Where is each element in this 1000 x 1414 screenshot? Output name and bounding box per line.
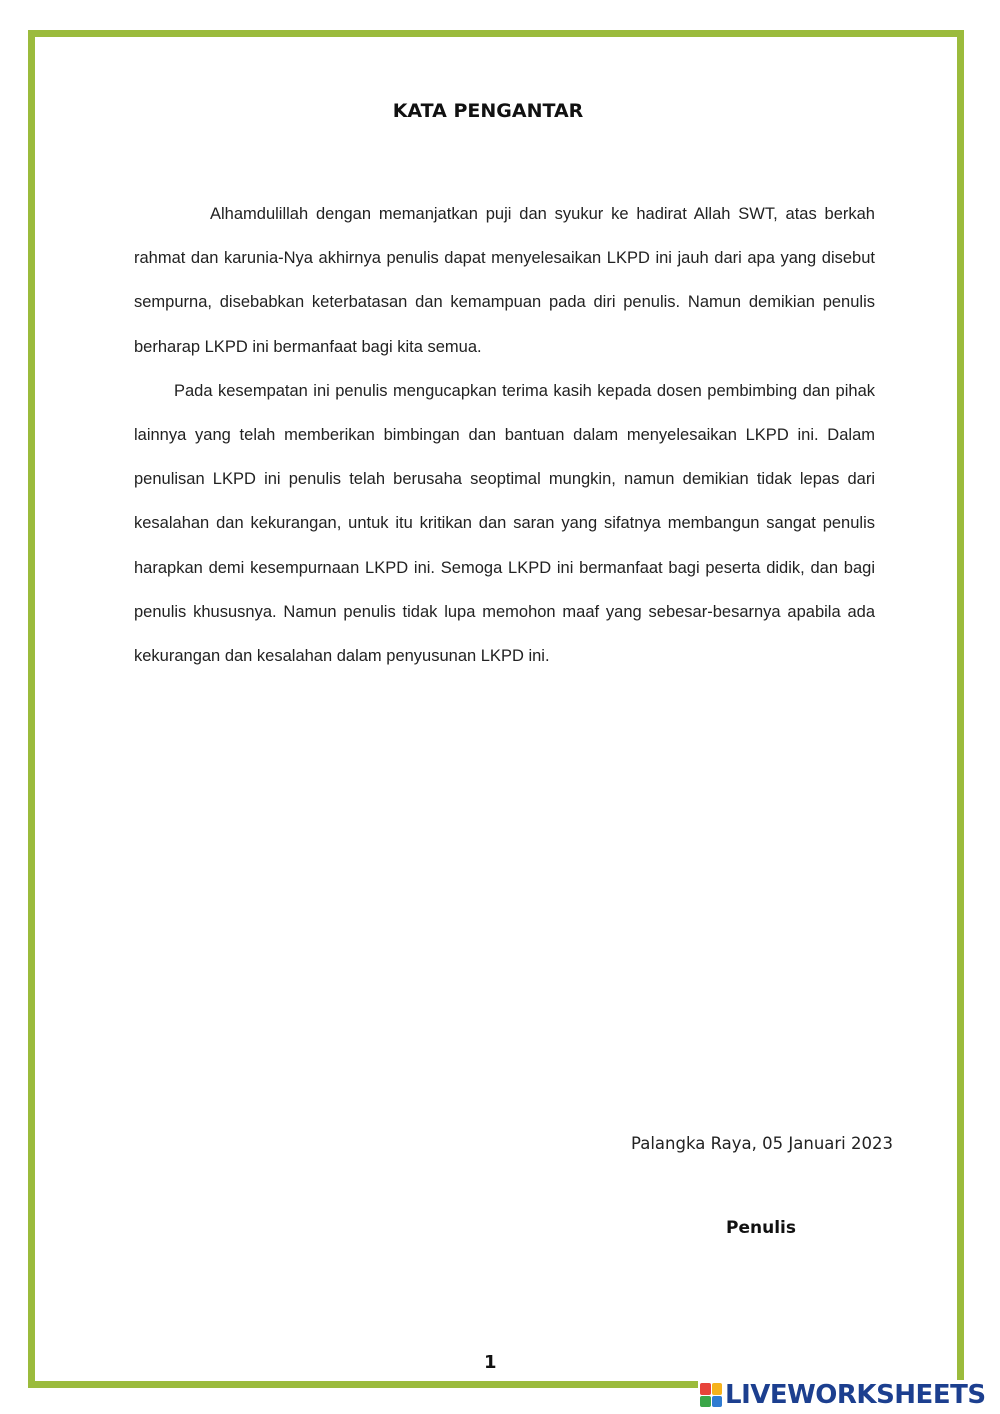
watermark-text: LIVEWORKSHEETS <box>725 1380 986 1410</box>
page-number: 1 <box>484 1352 497 1373</box>
logo-square-blue <box>712 1396 723 1408</box>
liveworksheets-watermark[interactable] <box>698 1380 992 1410</box>
body-text <box>134 192 875 678</box>
paragraph-2: Pada kesempatan ini penulis mengucapkan terima kasih kepada dosen pembimbing dan pihak lainnya yang telah memberikan bimbingan dan bantuan dalam menyelesaikan LKPD ini. Dalam penulisan LKPD ini penulis telah berusaha seoptimal mungkin, namun demikian tidak lepas dari kesalahan dan kekurangan, untuk itu kritikan dan saran yang sifatnya membangun sangat penulis harapkan demi kesempurnaan LKPD ini. Semoga LKPD ini bermanfaat bagi peserta didik, dan bagi penulis khususnya. Namun penulis tidak lupa memohon maaf yang sebesar-besarnya apabila ada kekurangan dan kesalahan dalam penyusunan LKPD ini. <box>134 381 875 666</box>
paragraph-1: Alhamdulillah dengan memanjatkan puji dan syukur ke hadirat Allah SWT, atas berkah rahmat dan karunia-Nya akhirnya penulis dapat menyelesaikan LKPD ini jauh dari apa yang disebut sempurna, disebabkan keterbatasan dan kemampuan pada diri penulis. Namun demikian penulis berharap LKPD ini bermanfaat bagi kita semua. <box>134 205 875 356</box>
logo-square-red <box>700 1383 711 1395</box>
logo-square-yellow <box>712 1383 723 1395</box>
liveworksheets-logo-icon <box>700 1383 722 1407</box>
page-title: KATA PENGANTAR <box>392 100 584 122</box>
place-date: Palangka Raya, 05 Januari 2023 <box>631 1134 893 1153</box>
author-signature: Penulis <box>726 1218 796 1238</box>
logo-square-green <box>700 1396 711 1408</box>
